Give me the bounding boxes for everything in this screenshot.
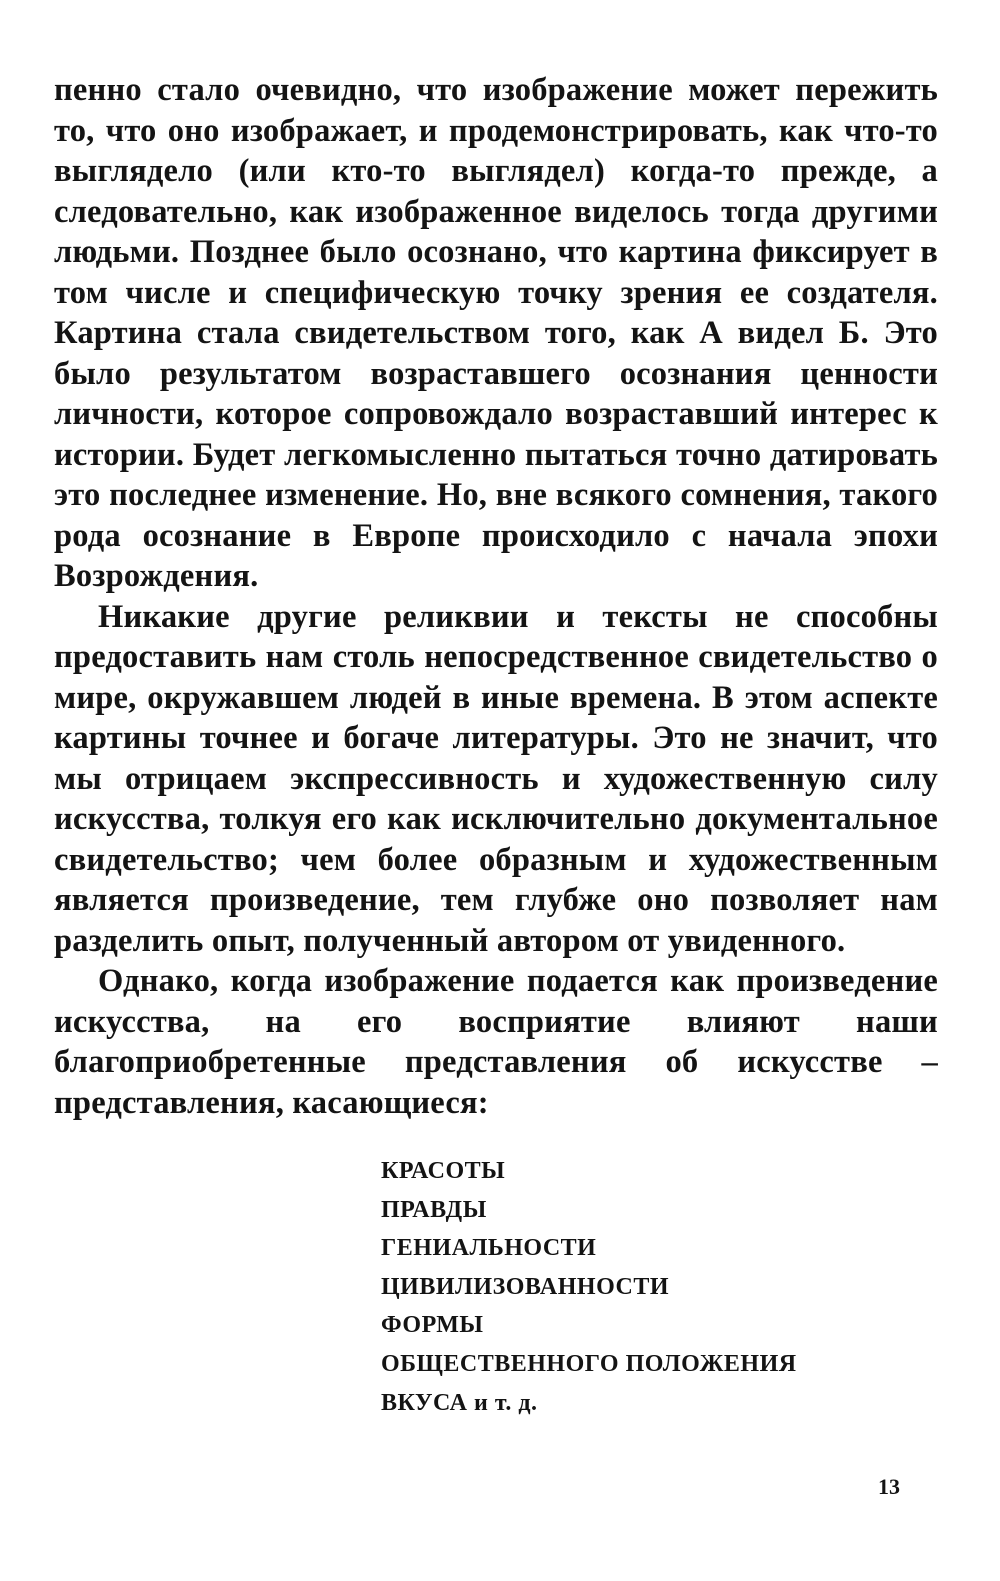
list-item: ВКУСА и т. д. (381, 1389, 538, 1416)
list-item: ПРАВДЫ (381, 1196, 487, 1223)
list-item: ОБЩЕСТВЕННОГО ПОЛОЖЕНИЯ (381, 1350, 797, 1377)
concepts-list (381, 1152, 797, 1422)
paragraph-3: Однако, когда изображение подается как произведение искусства, на его восприятие влияют наши благоприобретенные представления об искусстве – представления, касающиеся: (54, 963, 938, 1121)
body-text (54, 70, 938, 1123)
paragraph-2: Никакие другие реликвии и тексты не способны предоставить нам столь непосредственное свидетельство о мире, окружавшем людей в иные времена. В этом аспекте картины точнее и богаче литературы. Это не значит, что мы отрицаем экспрессивность и художественную силу искусства, толкуя его как исключительно документальное свидетельство; чем более образным и художественным является произведение, тем глубже оно позволяет нам разделить опыт, полученный автором от увиденного. (54, 598, 938, 959)
list-item: ГЕНИАЛЬНОСТИ (381, 1235, 597, 1262)
list-item: ФОРМЫ (381, 1312, 484, 1339)
paragraph-1: пенно стало очевидно, что изображение может пережить то, что оно изображает, и продемонстрировать, как что-то выглядело (или кто-то выглядел) когда-то прежде, а следовательно, как изображенное виделось тогда другими людьми. Позднее было осознано, что картина фиксирует в том числе и специфическую точку зрения ее создателя. Картина стала свидетельством того, как А видел Б. Это было результатом возраставшего осознания ценности личности, которое сопровождало возраставший интерес к истории. Будет легкомысленно пытаться точно датировать это последнее изменение. Но, вне всякого сомнения, такого рода осознание в Европе происходило с начала эпохи Возрождения. (54, 72, 938, 594)
list-item: ЦИВИЛИЗОВАННОСТИ (381, 1273, 670, 1300)
page-number: 13 (878, 1474, 900, 1499)
list-item: КРАСОТЫ (381, 1158, 506, 1184)
